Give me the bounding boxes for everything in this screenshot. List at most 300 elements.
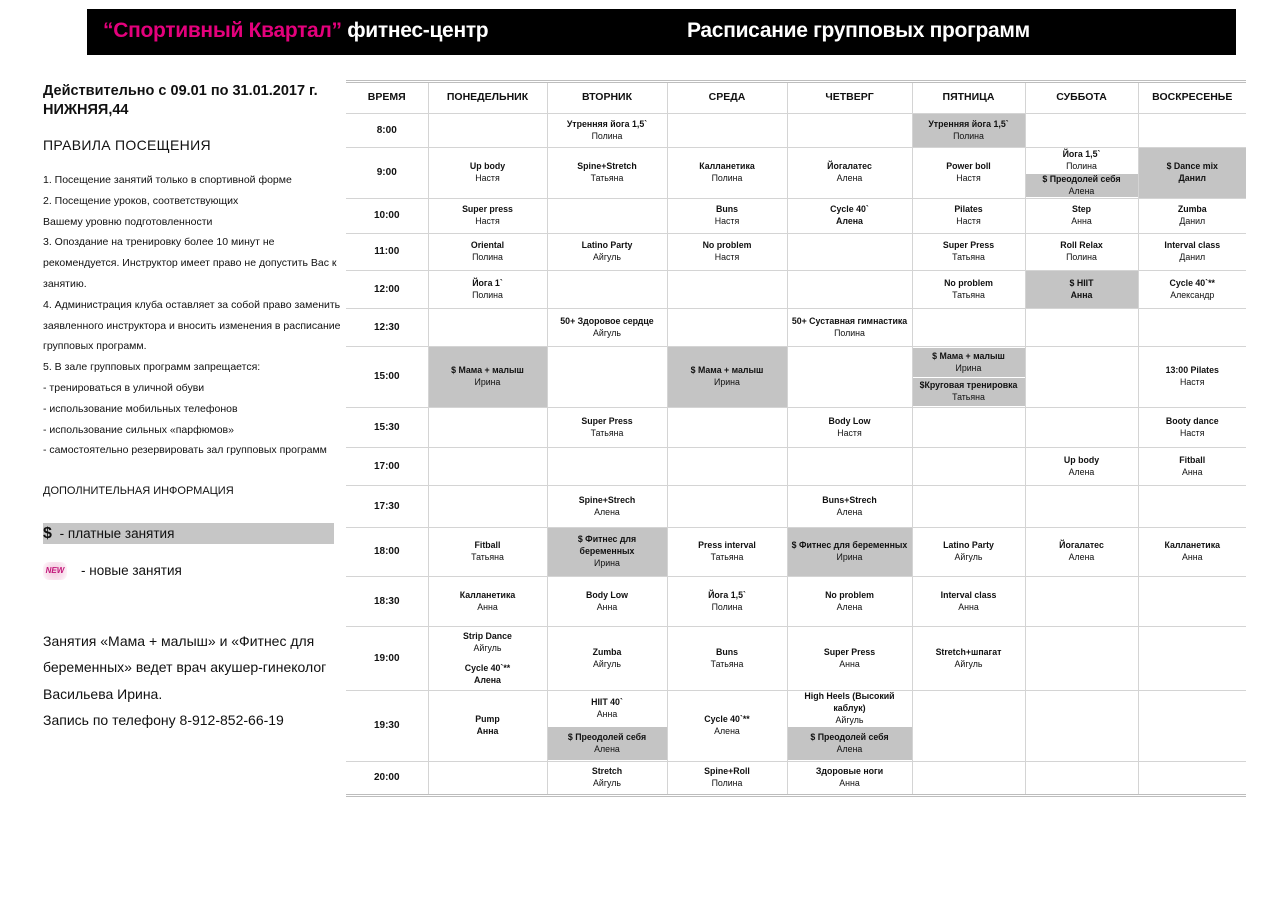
day-cell bbox=[667, 309, 787, 347]
rule-line: групповых программ. bbox=[43, 340, 147, 353]
column-header: ЧЕТВЕРГ bbox=[787, 82, 912, 114]
day-cell bbox=[547, 448, 667, 486]
time-cell: 11:00 bbox=[346, 234, 428, 271]
time-cell: 17:00 bbox=[346, 448, 428, 486]
instructor-name: Данил bbox=[1178, 173, 1206, 183]
class-entry bbox=[429, 628, 547, 659]
day-cell bbox=[1138, 309, 1246, 347]
instructor-name: Настя bbox=[956, 173, 981, 183]
day-cell bbox=[667, 199, 787, 234]
class-name: Body Low bbox=[585, 589, 629, 600]
schedule-row bbox=[346, 627, 1246, 691]
class-entry bbox=[429, 160, 547, 186]
day-cell bbox=[787, 114, 912, 148]
instructor-name: Полина bbox=[472, 289, 503, 300]
day-cell bbox=[1025, 347, 1138, 408]
class-entry bbox=[548, 765, 667, 791]
class-entry bbox=[913, 239, 1025, 265]
day-cell bbox=[547, 347, 667, 408]
day-cell bbox=[547, 486, 667, 528]
instructor-name: Полина bbox=[591, 130, 623, 141]
day-cell bbox=[428, 271, 547, 309]
class-entry bbox=[548, 692, 667, 726]
instructor-name: Ирина bbox=[714, 377, 740, 387]
class-name: 50+ Здоровое сердце bbox=[560, 315, 654, 326]
class-name: Йогалатес bbox=[1059, 540, 1104, 551]
instructor-name: Алена bbox=[1068, 466, 1095, 477]
day-cell bbox=[428, 577, 547, 627]
class-entry bbox=[1026, 454, 1138, 480]
day-cell bbox=[1138, 199, 1246, 234]
instructor-name: Алена bbox=[594, 743, 620, 754]
class-name: Up body bbox=[1063, 454, 1100, 465]
class-entry bbox=[548, 726, 667, 760]
rules-title: ПРАВИЛА ПОСЕЩЕНИЯ bbox=[43, 137, 211, 153]
class-name: Interval class bbox=[940, 589, 997, 600]
instructor-name: Полина bbox=[1066, 252, 1097, 262]
dollar-icon: $ bbox=[43, 525, 52, 542]
day-cell bbox=[1138, 528, 1246, 577]
class-name: Body Low bbox=[828, 415, 871, 426]
instructor-name: Ирина bbox=[955, 362, 982, 373]
instructor-name: Алена bbox=[836, 506, 863, 517]
instructor-name: Настя bbox=[475, 216, 500, 226]
schedule-row bbox=[346, 347, 1246, 408]
instructor-name: Полина bbox=[472, 252, 503, 262]
validity-block bbox=[43, 82, 318, 120]
class-entry bbox=[788, 315, 912, 341]
day-cell bbox=[1138, 691, 1246, 762]
instructor-name: Данил bbox=[1179, 252, 1206, 262]
class-entry bbox=[1139, 539, 1247, 565]
day-cell bbox=[1025, 691, 1138, 762]
day-cell bbox=[1138, 486, 1246, 528]
class-entry bbox=[1139, 203, 1247, 229]
class-entry bbox=[668, 239, 787, 265]
instructor-name: Алена bbox=[836, 743, 863, 754]
day-cell bbox=[787, 762, 912, 796]
doctor-note bbox=[43, 628, 326, 734]
club-address: НИЖНЯЯ,44 bbox=[43, 102, 129, 118]
instructor-name: Айгуль bbox=[954, 658, 983, 669]
instructor-name: Айгуль bbox=[593, 327, 621, 338]
class-entry bbox=[788, 494, 912, 520]
schedule-row bbox=[346, 762, 1246, 796]
class-name: Oriental bbox=[470, 240, 505, 251]
class-entry bbox=[788, 646, 912, 672]
day-cell bbox=[428, 627, 547, 691]
class-name: Калланетика bbox=[1164, 540, 1221, 551]
instructor-name: Ирина bbox=[836, 552, 863, 562]
instructor-name: Алена bbox=[474, 674, 501, 685]
day-cell bbox=[1138, 577, 1246, 627]
instructor-name: Анна bbox=[1182, 466, 1203, 477]
day-cell bbox=[912, 528, 1025, 577]
day-cell bbox=[667, 627, 787, 691]
class-entry bbox=[429, 659, 547, 690]
rule-line: - тренироваться в уличной обуви bbox=[43, 381, 205, 394]
day-cell bbox=[787, 347, 912, 408]
class-name: Spine+Roll bbox=[704, 766, 750, 777]
class-entry bbox=[913, 118, 1025, 144]
instructor-name: Настя bbox=[837, 427, 862, 438]
day-cell bbox=[1138, 762, 1246, 796]
brand-rest: фитнес-центр bbox=[341, 19, 489, 42]
new-legend bbox=[43, 561, 182, 583]
class-name: High Heels (Высокий каблук) bbox=[804, 691, 895, 714]
class-entry bbox=[1139, 160, 1247, 186]
class-name: Pilates bbox=[954, 204, 983, 215]
instructor-name: Айгуль bbox=[954, 552, 983, 562]
instructor-name: Алена bbox=[836, 173, 863, 183]
instructor-name: Татьяна bbox=[471, 552, 504, 562]
time-cell: 19:00 bbox=[346, 627, 428, 691]
class-entry bbox=[1026, 149, 1138, 173]
column-header: СРЕДА bbox=[667, 82, 787, 114]
day-cell bbox=[787, 148, 912, 199]
class-name: $ Мама + малыш bbox=[451, 365, 524, 376]
day-cell bbox=[1025, 148, 1138, 199]
column-header: ВТОРНИК bbox=[547, 82, 667, 114]
day-cell bbox=[428, 448, 547, 486]
day-cell bbox=[1025, 271, 1138, 309]
class-name: Stretch bbox=[591, 766, 623, 777]
column-header: ВРЕМЯ bbox=[346, 82, 428, 114]
day-cell bbox=[912, 148, 1025, 199]
instructor-name: Алена bbox=[836, 216, 863, 226]
day-cell bbox=[667, 577, 787, 627]
time-cell: 15:30 bbox=[346, 408, 428, 448]
instructor-name: Татьяна bbox=[952, 252, 985, 262]
schedule-row bbox=[346, 528, 1246, 577]
schedule-row bbox=[346, 577, 1246, 627]
time-cell: 17:30 bbox=[346, 486, 428, 528]
rule-line: 1. Посещение занятий только в спортивной форме bbox=[43, 174, 292, 186]
class-entry bbox=[548, 589, 667, 615]
rule-line: заявленного инструктора и вносить изменения в расписание bbox=[43, 319, 341, 332]
day-cell bbox=[428, 528, 547, 577]
day-cell bbox=[912, 271, 1025, 309]
instructor-name: Айгуль bbox=[593, 778, 621, 788]
class-name: $ Мама + малыш bbox=[690, 365, 764, 376]
class-entry bbox=[429, 713, 547, 739]
day-cell bbox=[428, 408, 547, 448]
brand-quoted: “Спортивный Квартал” bbox=[103, 19, 342, 42]
rule-line: 3. Опоздание на тренировку более 10 минут не bbox=[43, 236, 275, 249]
day-cell bbox=[1138, 408, 1246, 448]
class-entry bbox=[913, 160, 1025, 186]
day-cell bbox=[428, 347, 547, 408]
column-header: СУББОТА bbox=[1025, 82, 1138, 114]
instructor-name: Полина bbox=[711, 601, 743, 612]
schedule-table bbox=[346, 80, 1246, 797]
day-cell bbox=[667, 448, 787, 486]
schedule-row bbox=[346, 234, 1246, 271]
class-name: Йога 1,5` bbox=[1062, 149, 1101, 160]
class-name: Pump bbox=[475, 714, 500, 725]
day-cell bbox=[912, 577, 1025, 627]
day-cell bbox=[912, 234, 1025, 271]
class-name: Zumba bbox=[1177, 204, 1207, 215]
new-badge-icon: NEW bbox=[43, 562, 67, 580]
day-cell bbox=[667, 762, 787, 796]
instructor-name: Анна bbox=[1182, 552, 1203, 562]
day-cell bbox=[1025, 627, 1138, 691]
time-cell: 18:30 bbox=[346, 577, 428, 627]
class-name: Stretch+шпагат bbox=[935, 646, 1002, 657]
instructor-name: Анна bbox=[596, 601, 618, 612]
class-entry bbox=[429, 589, 547, 615]
rules-list bbox=[43, 170, 341, 461]
schedule-row bbox=[346, 199, 1246, 234]
header-bar bbox=[87, 9, 1236, 55]
class-entry bbox=[429, 364, 547, 390]
day-cell bbox=[1025, 234, 1138, 271]
time-cell: 20:00 bbox=[346, 762, 428, 796]
class-name: Cycle 40`** bbox=[704, 714, 750, 725]
day-cell bbox=[1025, 309, 1138, 347]
instructor-name: Айгуль bbox=[835, 714, 864, 725]
rule-line: рекомендуется. Инструктор имеет право не допустить Вас к bbox=[43, 257, 337, 270]
class-name: $ Преодолей себя bbox=[1042, 173, 1121, 184]
note-line: Занятия «Мама + малыш» и «Фитнес для bbox=[43, 633, 315, 649]
instructor-name: Настя bbox=[1180, 377, 1205, 387]
instructor-name: Настя bbox=[956, 216, 981, 226]
class-name: Power boll bbox=[946, 161, 991, 172]
class-name: Fitball bbox=[1179, 454, 1206, 465]
day-cell bbox=[912, 627, 1025, 691]
time-cell: 9:00 bbox=[346, 148, 428, 199]
day-cell bbox=[547, 234, 667, 271]
schedule-row bbox=[346, 309, 1246, 347]
class-entry bbox=[668, 203, 787, 229]
time-cell: 18:00 bbox=[346, 528, 428, 577]
class-name: 13:00 Pilates bbox=[1165, 365, 1219, 376]
time-cell: 10:00 bbox=[346, 199, 428, 234]
class-name: Latino Party bbox=[943, 540, 994, 551]
day-cell bbox=[667, 148, 787, 199]
day-cell bbox=[667, 408, 787, 448]
class-name: $ HIIT bbox=[1069, 277, 1094, 288]
paid-legend bbox=[43, 523, 334, 544]
brand-name bbox=[103, 19, 488, 43]
class-name: Buns bbox=[716, 646, 738, 657]
rule-line: 2. Посещение уроков, соответствующих bbox=[43, 194, 239, 207]
class-entry bbox=[668, 713, 787, 739]
class-name: Йога 1,5` bbox=[708, 589, 746, 600]
class-entry bbox=[913, 348, 1025, 377]
class-name: Super press bbox=[462, 204, 513, 215]
day-cell bbox=[547, 691, 667, 762]
instructor-name: Полина bbox=[711, 778, 743, 788]
class-entry bbox=[1139, 277, 1247, 303]
class-entry bbox=[668, 646, 787, 672]
day-cell bbox=[1138, 347, 1246, 408]
column-header: ПЯТНИЦА bbox=[912, 82, 1025, 114]
rule-line: - использование сильных «парфюмов» bbox=[43, 423, 234, 436]
day-cell bbox=[787, 408, 912, 448]
day-cell bbox=[1025, 199, 1138, 234]
day-cell bbox=[547, 528, 667, 577]
day-cell bbox=[912, 448, 1025, 486]
column-header: ПОНЕДЕЛЬНИК bbox=[428, 82, 547, 114]
schedule-header-row bbox=[346, 82, 1246, 114]
time-cell: 12:30 bbox=[346, 309, 428, 347]
class-name: Калланетика bbox=[459, 589, 516, 600]
day-cell bbox=[1138, 234, 1246, 271]
class-entry bbox=[548, 533, 667, 570]
day-cell bbox=[428, 762, 547, 796]
class-entry bbox=[788, 726, 912, 760]
time-cell: 12:00 bbox=[346, 271, 428, 309]
instructor-name: Анна bbox=[1070, 289, 1093, 300]
class-name: No problem bbox=[825, 589, 874, 600]
day-cell bbox=[428, 114, 547, 148]
class-entry bbox=[668, 765, 787, 791]
instructor-name: Айгуль bbox=[593, 658, 621, 669]
schedule-row bbox=[346, 148, 1246, 199]
class-entry bbox=[1139, 454, 1247, 480]
schedule-row bbox=[346, 408, 1246, 448]
day-cell bbox=[428, 148, 547, 199]
day-cell bbox=[667, 691, 787, 762]
schedule-row bbox=[346, 691, 1246, 762]
class-entry bbox=[548, 315, 667, 341]
day-cell bbox=[547, 199, 667, 234]
instructor-name: Татьяна bbox=[590, 173, 624, 183]
class-entry bbox=[788, 203, 912, 229]
class-name: $ Фитнес для беременных bbox=[577, 534, 637, 557]
day-cell bbox=[1025, 577, 1138, 627]
instructor-name: Настя bbox=[714, 216, 740, 226]
class-name: Super Press bbox=[823, 646, 876, 657]
class-name: $ Фитнес для беременных bbox=[791, 540, 908, 551]
rule-line: Вашему уровню подготовленности bbox=[43, 215, 213, 228]
day-cell bbox=[787, 528, 912, 577]
class-entry bbox=[1026, 173, 1138, 197]
day-cell bbox=[667, 114, 787, 148]
schedule-row bbox=[346, 448, 1246, 486]
class-name: $ Преодолей себя bbox=[567, 731, 647, 742]
class-entry bbox=[1026, 239, 1138, 265]
schedule-row bbox=[346, 114, 1246, 148]
class-name: Йогалатес bbox=[827, 161, 872, 172]
instructor-name: Ирина bbox=[474, 377, 501, 387]
instructor-name: Татьяна bbox=[952, 289, 985, 300]
schedule-row bbox=[346, 271, 1246, 309]
new-legend-label: - новые занятия bbox=[81, 563, 182, 579]
rule-line: - использование мобильных телефонов bbox=[43, 402, 238, 415]
class-name: Step bbox=[1071, 204, 1092, 215]
class-name: Утренняя йога 1,5` bbox=[566, 118, 648, 129]
day-cell bbox=[787, 691, 912, 762]
class-name: Latino Party bbox=[581, 240, 633, 251]
extra-info-title: ДОПОЛНИТЕЛЬНАЯ ИНФОРМАЦИЯ bbox=[43, 485, 234, 497]
day-cell bbox=[1138, 448, 1246, 486]
page-title: Расписание групповых программ bbox=[687, 19, 1030, 42]
class-entry bbox=[668, 160, 787, 186]
class-name: Booty dance bbox=[1165, 415, 1219, 426]
day-cell bbox=[912, 114, 1025, 148]
day-cell bbox=[912, 486, 1025, 528]
schedule-row bbox=[346, 486, 1246, 528]
class-name: Super Press bbox=[942, 240, 995, 251]
day-cell bbox=[787, 448, 912, 486]
class-entry bbox=[788, 589, 912, 615]
day-cell bbox=[547, 114, 667, 148]
class-entry bbox=[548, 118, 667, 144]
instructor-name: Анна bbox=[958, 601, 979, 612]
class-entry bbox=[913, 377, 1025, 406]
day-cell bbox=[1025, 762, 1138, 796]
class-entry bbox=[668, 589, 787, 615]
class-entry bbox=[668, 539, 787, 565]
day-cell bbox=[428, 309, 547, 347]
instructor-name: Анна bbox=[596, 709, 618, 719]
class-name: $Круговая тренировка bbox=[919, 380, 1018, 391]
class-entry bbox=[1026, 539, 1138, 565]
class-name: Калланетика bbox=[699, 161, 755, 172]
class-entry bbox=[548, 494, 667, 520]
class-entry bbox=[1026, 203, 1138, 229]
instructor-name: Полина bbox=[711, 173, 743, 183]
class-name: Zumba bbox=[592, 646, 622, 657]
day-cell bbox=[912, 347, 1025, 408]
class-entry bbox=[913, 277, 1025, 303]
rule-line: 4. Администрация клуба оставляет за собой право заменить bbox=[43, 298, 341, 311]
class-entry bbox=[1026, 277, 1138, 303]
class-entry bbox=[429, 539, 547, 565]
day-cell bbox=[912, 309, 1025, 347]
column-header: ВОСКРЕСЕНЬЕ bbox=[1138, 82, 1246, 114]
day-cell bbox=[428, 691, 547, 762]
class-name: Йога 1` bbox=[472, 277, 503, 288]
validity-dates: Действительно с 09.01 по 31.01.2017 г. bbox=[43, 83, 318, 99]
instructor-name: Полина bbox=[953, 130, 984, 141]
day-cell bbox=[547, 627, 667, 691]
class-entry bbox=[548, 160, 667, 186]
instructor-name: Айгуль bbox=[473, 643, 502, 653]
note-line: Запись по телефону 8-912-852-66-19 bbox=[43, 712, 284, 729]
instructor-name: Данил bbox=[1179, 216, 1206, 226]
class-name: No problem bbox=[702, 240, 752, 251]
day-cell bbox=[428, 199, 547, 234]
class-entry bbox=[913, 646, 1025, 672]
rule-line: - самостоятельно резервировать зал групповых программ bbox=[43, 444, 327, 457]
class-name: Fitball bbox=[474, 540, 501, 551]
class-entry bbox=[548, 239, 667, 265]
class-name: 50+ Суставная гимнастика bbox=[791, 315, 908, 326]
note-line: беременных» ведет врач акушер-гинеколог bbox=[43, 659, 327, 676]
day-cell bbox=[787, 577, 912, 627]
rule-line: занятию. bbox=[43, 277, 87, 290]
instructor-name: Полина bbox=[834, 327, 865, 338]
class-entry bbox=[668, 364, 787, 390]
class-name: Press interval bbox=[698, 540, 756, 551]
day-cell bbox=[787, 627, 912, 691]
instructor-name: Алена bbox=[1068, 185, 1095, 196]
class-entry bbox=[788, 692, 912, 726]
class-entry bbox=[1139, 364, 1247, 390]
day-cell bbox=[667, 347, 787, 408]
day-cell bbox=[667, 486, 787, 528]
class-name: Super Press bbox=[581, 415, 633, 426]
day-cell bbox=[1138, 114, 1246, 148]
class-entry bbox=[788, 765, 912, 791]
instructor-name: Алена bbox=[714, 726, 740, 736]
paid-legend-label: - платные занятия bbox=[55, 526, 175, 541]
class-name: HIIT 40` bbox=[591, 697, 623, 708]
